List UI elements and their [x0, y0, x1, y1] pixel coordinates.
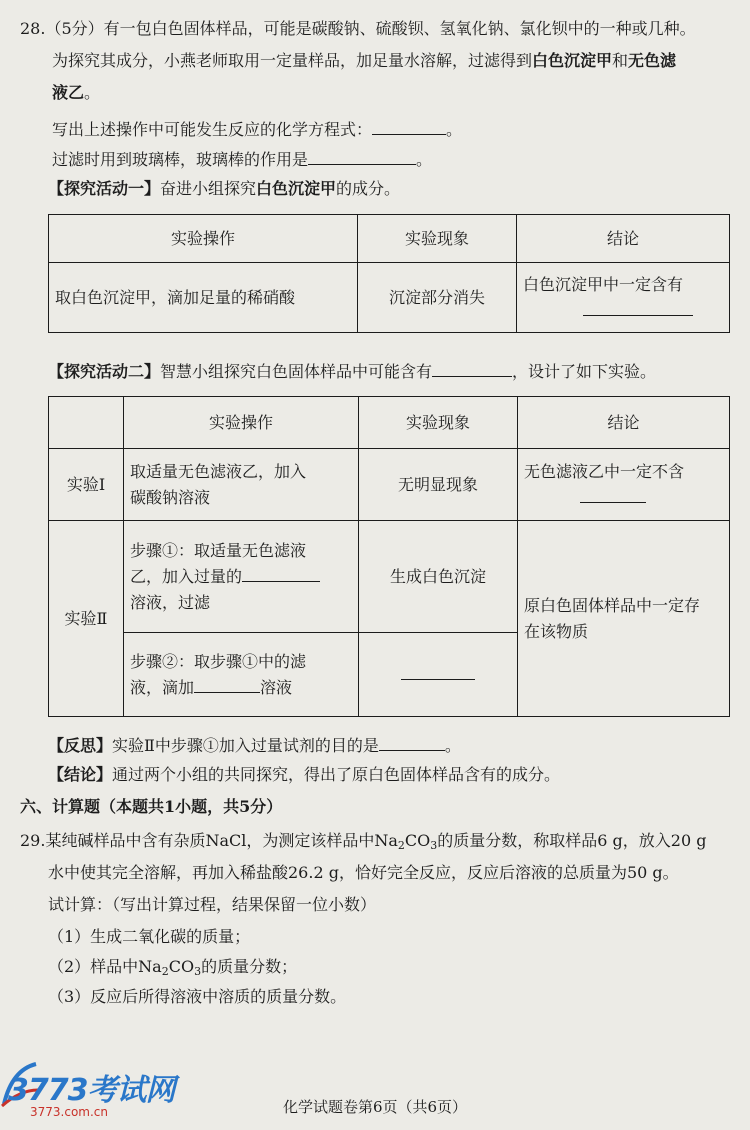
exp1-answer-blank[interactable] [580, 486, 646, 503]
step1-line1: 步骤①：取适量无色滤液 [130, 540, 307, 560]
q29-part3: （3）反应后所得溶液中溶质的质量分数。 [48, 987, 347, 1006]
q29-line1-text: 29.某纯碱样品中含有杂质NaCl，为测定该样品中Na [20, 831, 398, 850]
q29-part2-text: （2）样品中Na [48, 957, 162, 976]
activity1-text: 奋进小组探究 [160, 179, 257, 198]
q29-part2-co: CO [168, 957, 195, 976]
activity2-intro [48, 360, 656, 383]
page-footer: 化学试题卷第6页（共6页） [282, 1098, 468, 1116]
table1-conclusion-cell [517, 263, 730, 333]
exp1-phenomenon: 无明显现象 [359, 449, 518, 521]
glass-rod-answer-blank[interactable] [308, 148, 416, 165]
q29-sub2: 2 [397, 839, 405, 852]
step1-phenomenon: 生成白色沉淀 [359, 521, 518, 633]
table2-header-conclusion: 结论 [518, 397, 730, 449]
q28-bold-precipitate: 白色沉淀甲 [532, 51, 613, 70]
exp2-conclusion-line1: 原白色固体样品中一定存 [524, 595, 701, 615]
activity2-end: ，设计了如下实验。 [512, 362, 657, 381]
table2-header-empty [49, 397, 124, 449]
exp1-operation-line2: 碳酸钠溶液 [130, 487, 211, 507]
q28-bold-filtrate-b: 液乙 [52, 83, 85, 102]
reflection-text: 实验Ⅱ中步骤①加入过量试剂的目的是 [112, 736, 379, 755]
conclusion [48, 764, 560, 786]
q28-line3 [52, 82, 100, 104]
table1-header-conclusion: 结论 [517, 215, 730, 263]
logo-text: 3773考试网 [8, 1073, 175, 1108]
exp1-conclusion: 无色滤液乙中一定不含 [524, 461, 685, 481]
activity2-tag: 【探究活动二】 [48, 362, 161, 381]
q29-sub3: 3 [430, 839, 438, 852]
activity2-table [48, 396, 730, 717]
exp1-operation-line1: 取适量无色滤液乙，加入 [130, 461, 307, 481]
q29-line2: 水中使其完全溶解，再加入稀盐酸26.2 g，恰好完全反应，反应后溶液的总质量为50 g。 [48, 863, 679, 882]
step2-phenomenon-blank[interactable] [401, 663, 475, 680]
table1-header-row [49, 215, 730, 263]
conclusion-tag: 【结论】 [48, 765, 113, 784]
q28-sub1-end: 。 [446, 120, 463, 139]
logo-url: 3773.com.cn [30, 1105, 108, 1119]
section6-heading: 六、计算题（本题共1小题，共5分） [20, 797, 283, 816]
q29-part2-end: 的质量分数； [201, 957, 298, 976]
table1-phenomenon: 沉淀部分消失 [358, 263, 517, 333]
reflection [48, 734, 461, 757]
exp2-conclusion-line2: 在该物质 [524, 621, 589, 641]
step2-line2 [130, 675, 352, 701]
exp2-label: 实验Ⅱ [49, 521, 124, 717]
table2-header-operation: 实验操作 [124, 397, 359, 449]
exp1-label: 实验Ⅰ [49, 449, 124, 521]
table1-operation: 取白色沉淀甲，滴加足量的稀硝酸 [49, 263, 358, 333]
q29-co: CO [404, 831, 431, 850]
activity1-intro [48, 178, 400, 200]
conclusion-text: 通过两个小组的共同探究，得出了原白色固体样品含有的成分。 [112, 765, 561, 784]
activity1-tag: 【探究活动一】 [48, 179, 161, 198]
step1-operation-cell [124, 521, 359, 633]
step1-line3: 溶液，过滤 [130, 592, 211, 612]
step2-phenomenon-cell [359, 633, 518, 717]
step1-line2-text: 乙，加入过量的 [130, 566, 243, 586]
table2-exp1-row [49, 449, 730, 521]
q28-line1: 28.（5分）有一包白色固体样品，可能是碳酸钠、硫酸钡、氢氧化钠、氯化钡中的一种或几种。 [20, 19, 696, 38]
q28-sub2-end: 。 [416, 150, 433, 169]
activity2-answer-blank[interactable] [432, 360, 512, 377]
table2-header-row [49, 397, 730, 449]
q29-part2 [48, 956, 297, 983]
table2-exp2-step1-row [49, 521, 730, 633]
q28-bold-filtrate-a: 无色滤 [628, 51, 677, 70]
step2-operation-cell [124, 633, 359, 717]
q29-part2-sub2: 2 [161, 965, 169, 978]
q28-sub2-text: 过滤时用到玻璃棒，玻璃棒的作用是 [52, 150, 309, 169]
q28-line2 [52, 50, 676, 72]
step1-line2 [130, 564, 352, 590]
q29-part2-sub3: 3 [194, 965, 202, 978]
q28-sub2 [52, 148, 432, 171]
table2-header-phenomenon: 实验现象 [359, 397, 518, 449]
exp1-conclusion-cell [518, 449, 730, 521]
table1-row [49, 263, 730, 333]
activity1-end: 的成分。 [336, 179, 401, 198]
exp2-conclusion-cell [518, 521, 730, 717]
q29-line1-end: 的质量分数，称取样品6 g，放入20 g [437, 831, 707, 850]
table1-header-phenomenon: 实验现象 [358, 215, 517, 263]
q28-line2-text: 为探究其成分，小燕老师取用一定量样品，加足量水溶解，过滤得到 [52, 51, 533, 70]
exp1-operation-cell [124, 449, 359, 521]
equation-answer-blank[interactable] [372, 118, 446, 135]
reflection-tag: 【反思】 [48, 736, 113, 755]
table1-answer-blank[interactable] [583, 299, 693, 316]
q28-sub1-text: 写出上述操作中可能发生反应的化学方程式： [52, 120, 373, 139]
step1-reagent-blank[interactable] [242, 565, 320, 582]
activity1-table [48, 214, 730, 333]
q29-line3: 试计算：（写出计算过程，结果保留一位小数） [48, 895, 377, 914]
activity2-text: 智慧小组探究白色固体样品中可能含有 [160, 362, 433, 381]
q28-line2-and: 和 [612, 51, 629, 70]
step2-line1: 步骤②：取步骤①中的滤 [130, 651, 307, 671]
reflection-answer-blank[interactable] [379, 734, 445, 751]
table1-header-operation: 实验操作 [49, 215, 358, 263]
step2-reagent-blank[interactable] [194, 676, 260, 693]
activity1-bold: 白色沉淀甲 [256, 179, 337, 198]
table1-conclusion: 白色沉淀甲中一定含有 [523, 274, 684, 294]
step2-line2-text: 液，滴加 [130, 677, 195, 697]
q29-part1: （1）生成二氧化碳的质量； [48, 927, 251, 946]
reflection-end: 。 [444, 736, 461, 755]
step2-line2-end: 溶液 [260, 677, 293, 697]
q28-line3-end: 。 [84, 83, 101, 102]
q28-sub1 [52, 118, 462, 141]
q29-line1 [20, 830, 706, 857]
